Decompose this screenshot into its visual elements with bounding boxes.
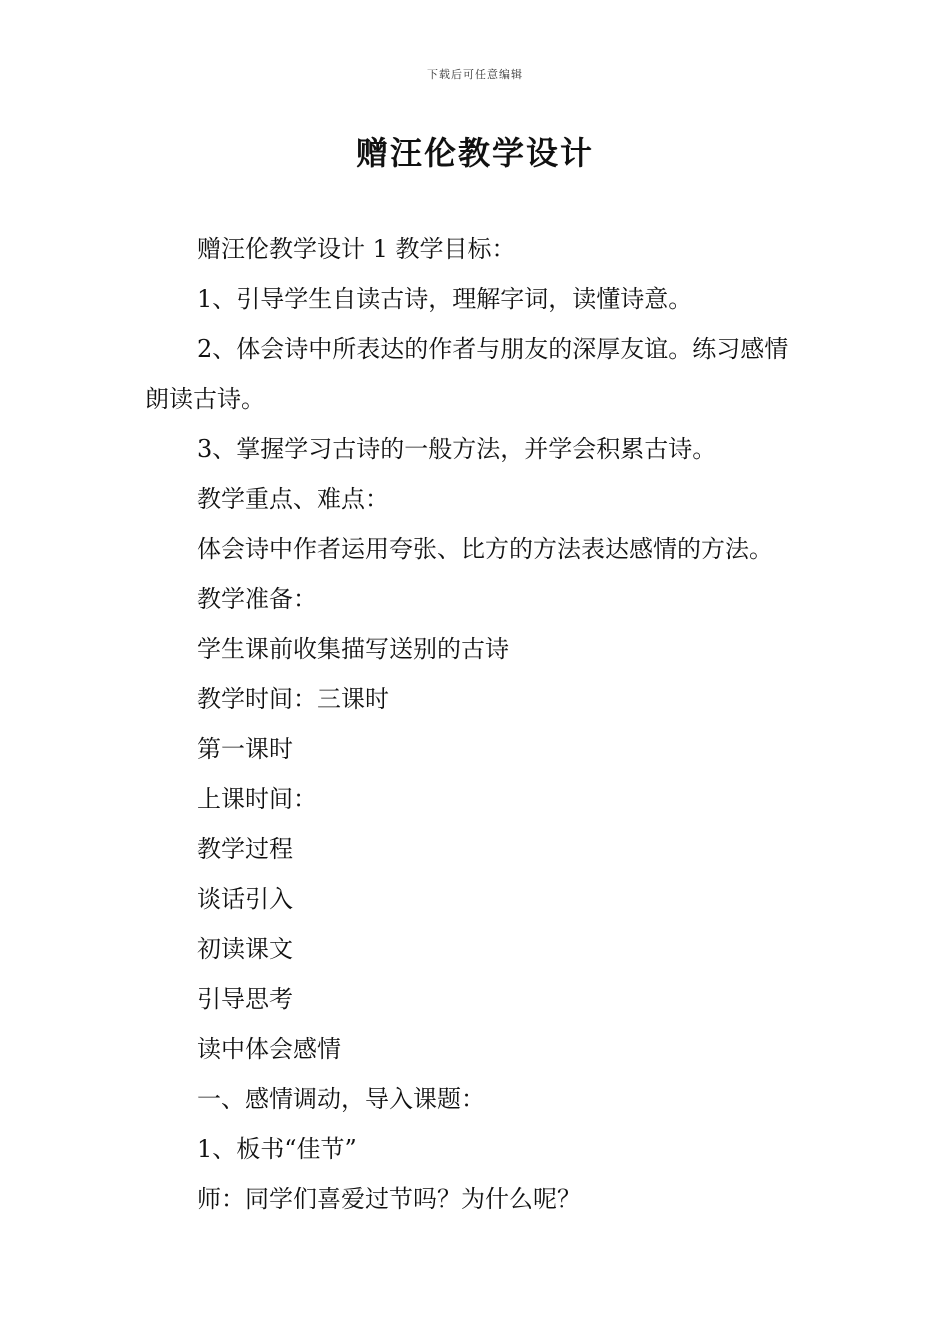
paragraph-key-points-heading: 教学重点、难点： [197,485,389,513]
paragraph-objective-1: 1、引导学生自读古诗，理解字词，读懂诗意。 [197,285,693,313]
paragraph-objectives-heading: 赠汪伦教学设计 1 教学目标： [197,235,516,263]
paragraph-process-step-4: 读中体会感情 [197,1035,341,1063]
paragraph-objective-2: 2、体会诗中所表达的作者与朋友的深厚友谊。练习感情朗读古诗。 [145,335,789,413]
paragraph-first-lesson: 第一课时 [197,735,293,763]
paragraph-preparation-heading: 教学准备： [197,585,317,613]
paragraph-process-step-1: 谈话引入 [197,885,293,913]
document-body [145,224,810,1224]
paragraph-board-writing: 1、板书“佳节” [197,1135,357,1163]
paragraph-preparation: 学生课前收集描写送别的古诗 [197,635,509,663]
paragraph-teacher-question: 师：同学们喜爱过节吗？为什么呢？ [197,1185,581,1213]
paragraph-teaching-time: 教学时间：三课时 [197,685,389,713]
paragraph-class-time: 上课时间： [197,785,317,813]
header-note: 下载后可任意编辑 [427,68,523,81]
paragraph-process-heading: 教学过程 [197,835,293,863]
paragraph-objective-3: 3、掌握学习古诗的一般方法，并学会积累古诗。 [197,435,717,463]
paragraph-section-one-heading: 一、感情调动，导入课题： [197,1085,485,1113]
paragraph-key-points: 体会诗中作者运用夸张、比方的方法表达感情的方法。 [197,535,773,563]
paragraph-process-step-3: 引导思考 [197,985,293,1013]
document-title: 赠汪伦教学设计 [355,134,594,172]
paragraph-process-step-2: 初读课文 [197,935,293,963]
